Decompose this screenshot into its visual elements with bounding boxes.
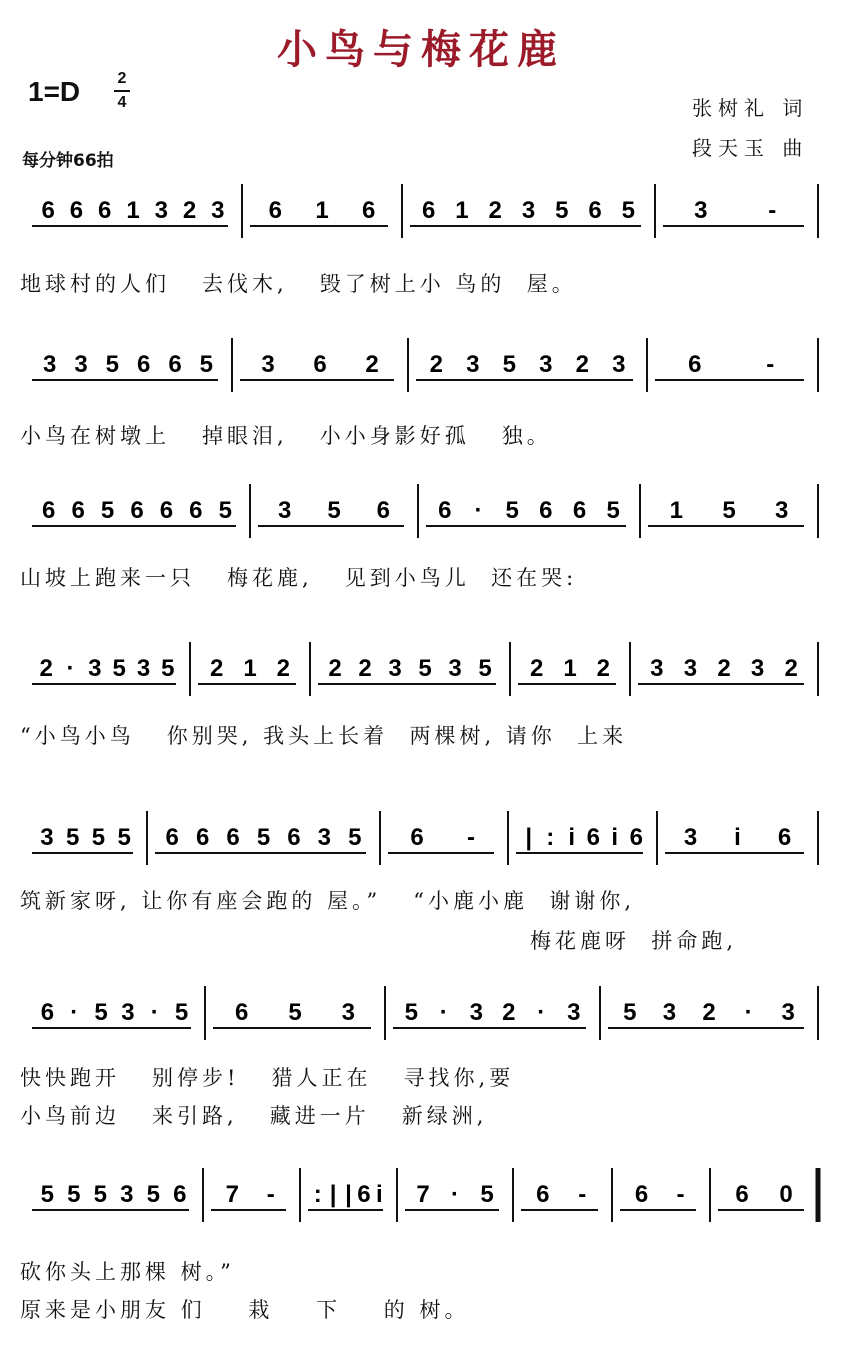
note-digit: | xyxy=(345,1181,352,1208)
note-digit: · xyxy=(70,999,79,1026)
note-digit: · xyxy=(439,999,448,1026)
note-digit: 5 xyxy=(480,1181,494,1208)
lyric-line: 地球村的人们 去伐木, 毁了树上小 鸟的 屋。 xyxy=(20,272,577,296)
note-digit: 3 xyxy=(750,655,765,682)
note-digit: 3 xyxy=(774,497,789,524)
note-digit: 6 xyxy=(634,1181,649,1208)
note-digit: 6 xyxy=(777,824,792,851)
song-title: 小鸟与梅花鹿 xyxy=(277,26,565,73)
note-digit: 5 xyxy=(218,497,232,524)
note-digit: 6 xyxy=(195,824,210,851)
note-digit: - xyxy=(766,351,775,378)
lyricist-credit: 张树礼 词 xyxy=(692,96,809,120)
note-digit: 6 xyxy=(234,999,249,1026)
note-digit: 2 xyxy=(328,655,342,682)
note-digit: 3 xyxy=(120,1181,134,1208)
note-digit: 1 xyxy=(243,655,257,682)
time-signature-top: 2 xyxy=(117,70,127,87)
composer-credit: 段天玉 曲 xyxy=(692,136,809,160)
note-digit: 5 xyxy=(606,497,620,524)
note-digit: 6 xyxy=(287,824,301,851)
note-digit: 6 xyxy=(136,351,151,378)
lyric-line: 小鸟在树墩上 掉眼泪, 小小身影好孤 独。 xyxy=(20,424,552,448)
note-digit: 3 xyxy=(466,351,480,378)
note-digit: 5 xyxy=(478,655,492,682)
note-digit: 5 xyxy=(327,497,341,524)
note-digit: 6 xyxy=(629,824,643,851)
note-digit: 6 xyxy=(130,497,144,524)
note-digit: | xyxy=(329,1181,337,1208)
note-digit: 6 xyxy=(98,197,112,224)
note-digit: · xyxy=(451,1181,459,1208)
note-digit: 6 xyxy=(361,197,376,224)
note-digit: 2 xyxy=(209,655,224,682)
note-digit: 3 xyxy=(261,351,275,378)
note-digit: · xyxy=(150,999,159,1026)
note-digit: 5 xyxy=(161,655,175,682)
note-digit: 2 xyxy=(529,655,544,682)
note-digit: 6 xyxy=(69,197,84,224)
lyric-line-second-verse: 原来是小朋友 们 栽 下 的 树。 xyxy=(20,1298,470,1322)
note-digit: 3 xyxy=(612,351,626,378)
note-digit: · xyxy=(537,999,546,1026)
lyric-line: 快快跑开 别停步! 猎人正在 寻找你,要 xyxy=(20,1066,515,1090)
note-digit: 3 xyxy=(317,824,332,851)
note-digit: 5 xyxy=(117,824,131,851)
lyric-line: “小鸟小鸟 你别哭, 我头上长着 两棵树, 请你 上来 xyxy=(20,724,628,748)
note-digit: 5 xyxy=(65,824,80,851)
lyric-line: 砍你头上那棵 树。” xyxy=(20,1260,235,1284)
note-digit: i xyxy=(568,824,576,851)
note-digit: 5 xyxy=(40,1181,54,1208)
note-digit: - xyxy=(768,197,777,224)
note-digit: 3 xyxy=(74,351,88,378)
note-digit: 5 xyxy=(146,1181,160,1208)
note-digit: 6 xyxy=(226,824,240,851)
note-digit: 6 xyxy=(173,1181,187,1208)
note-digit: 6 xyxy=(572,497,587,524)
note-digit: 6 xyxy=(410,824,424,851)
note-digit: 6 xyxy=(376,497,391,524)
lyric-line-second-verse: 小鸟前边 来引路, 藏进一片 新绿洲, xyxy=(20,1104,488,1128)
note-digit: i xyxy=(611,824,619,851)
note-digit: 0 xyxy=(779,1181,793,1208)
note-digit: 6 xyxy=(735,1181,749,1208)
note-digit: 2 xyxy=(182,197,197,224)
note-digit: 6 xyxy=(539,497,553,524)
note-digit: 6 xyxy=(41,197,55,224)
note-digit: 6 xyxy=(168,351,182,378)
note-digit: 6 xyxy=(268,197,283,224)
note-digit: 3 xyxy=(121,999,135,1026)
note-digit: 3 xyxy=(650,655,664,682)
note-digit: 2 xyxy=(702,999,716,1026)
note-digit: 2 xyxy=(488,197,502,224)
note-digit: 2 xyxy=(276,655,291,682)
note-digit: 5 xyxy=(100,497,115,524)
note-digit: | xyxy=(525,824,533,851)
note-digit: 5 xyxy=(199,351,214,378)
note-digit: 5 xyxy=(722,497,736,524)
note-digit: - xyxy=(676,1181,685,1208)
note-digit: 5 xyxy=(348,824,362,851)
lyric-line-second-verse: 梅花鹿呀 拼命跑, xyxy=(530,929,738,953)
note-digit: 6 xyxy=(586,824,600,851)
note-digit: 3 xyxy=(469,999,483,1026)
note-digit: 6 xyxy=(165,824,179,851)
note-digit: : xyxy=(313,1181,322,1208)
note-digit: 6 xyxy=(71,497,85,524)
note-digit: 2 xyxy=(429,351,443,378)
note-digit: 5 xyxy=(93,1181,107,1208)
note-digit: 6 xyxy=(42,497,56,524)
note-digit: · xyxy=(474,497,483,524)
note-digit: 6 xyxy=(159,497,174,524)
note-digit: 3 xyxy=(211,197,225,224)
note-digit: 6 xyxy=(189,497,203,524)
tempo-marking: 每分钟66拍 xyxy=(22,151,114,171)
note-digit: 1 xyxy=(455,197,469,224)
note-digit: 5 xyxy=(256,824,271,851)
note-digit: 3 xyxy=(277,497,292,524)
note-digit: 1 xyxy=(669,497,684,524)
note-digit: - xyxy=(578,1181,587,1208)
note-digit: 7 xyxy=(416,1181,430,1208)
note-digit: · xyxy=(744,999,753,1026)
note-digit: 3 xyxy=(448,655,462,682)
note-digit: 3 xyxy=(136,655,151,682)
note-digit: 6 xyxy=(357,1181,371,1208)
note-digit: 2 xyxy=(365,351,379,378)
note-digit: 3 xyxy=(154,197,168,224)
note-digit: 5 xyxy=(621,197,636,224)
note-digit: 5 xyxy=(288,999,302,1026)
note-digit: 3 xyxy=(567,999,581,1026)
note-digit: 1 xyxy=(315,197,329,224)
lyric-line: 筑新家呀, 让你有座会跑的 屋。” “小鹿小鹿 谢谢你, xyxy=(20,889,636,913)
note-digit: 1 xyxy=(563,655,577,682)
note-digit: · xyxy=(66,655,75,682)
note-digit: 6 xyxy=(438,497,452,524)
note-digit: 5 xyxy=(174,999,189,1026)
time-signature-bottom: 4 xyxy=(117,94,127,111)
note-digit: 6 xyxy=(421,197,436,224)
note-digit: 6 xyxy=(588,197,602,224)
note-digit: 3 xyxy=(341,999,356,1026)
note-digit: 5 xyxy=(505,497,519,524)
note-digit: 6 xyxy=(688,351,702,378)
note-digit: 5 xyxy=(502,351,516,378)
note-digit: 3 xyxy=(683,824,698,851)
note-digit: 1 xyxy=(126,197,140,224)
note-digit: 3 xyxy=(662,999,677,1026)
note-digit: 6 xyxy=(313,351,327,378)
note-digit: i xyxy=(375,1181,383,1208)
note-digit: 3 xyxy=(539,351,553,378)
key-signature: 1=D xyxy=(28,76,81,107)
note-digit: i xyxy=(734,824,741,851)
note-digit: 7 xyxy=(225,1181,239,1208)
note-digit: - xyxy=(467,824,475,851)
note-digit: 2 xyxy=(596,655,611,682)
note-digit: 5 xyxy=(623,999,637,1026)
note-digit: 3 xyxy=(40,824,54,851)
note-digit: 2 xyxy=(575,351,589,378)
note-digit: 5 xyxy=(91,824,106,851)
note-digit: 5 xyxy=(418,655,432,682)
note-digit: 3 xyxy=(388,655,402,682)
note-digit: 5 xyxy=(105,351,120,378)
note-digit: 3 xyxy=(88,655,102,682)
note-digit: 3 xyxy=(521,197,536,224)
note-digit: 5 xyxy=(555,197,569,224)
note-digit: 3 xyxy=(694,197,708,224)
note-digit: 2 xyxy=(717,655,731,682)
note-digit: 6 xyxy=(40,999,55,1026)
note-digit: 2 xyxy=(39,655,53,682)
note-digit: 2 xyxy=(784,655,798,682)
note-digit: 3 xyxy=(683,655,698,682)
note-digit: : xyxy=(546,824,555,851)
note-digit: 5 xyxy=(112,655,126,682)
note-digit: - xyxy=(266,1181,275,1208)
note-digit: 2 xyxy=(358,655,372,682)
note-digit: 5 xyxy=(404,999,418,1026)
note-digit: 3 xyxy=(42,351,57,378)
note-digit: 2 xyxy=(502,999,516,1026)
lyric-line: 山坡上跑来一只 梅花鹿, 见到小鸟儿 还在哭: xyxy=(20,566,578,590)
note-digit: 3 xyxy=(781,999,795,1026)
note-digit: 5 xyxy=(67,1181,81,1208)
note-digit: 6 xyxy=(536,1181,550,1208)
note-digit: 5 xyxy=(94,999,108,1026)
